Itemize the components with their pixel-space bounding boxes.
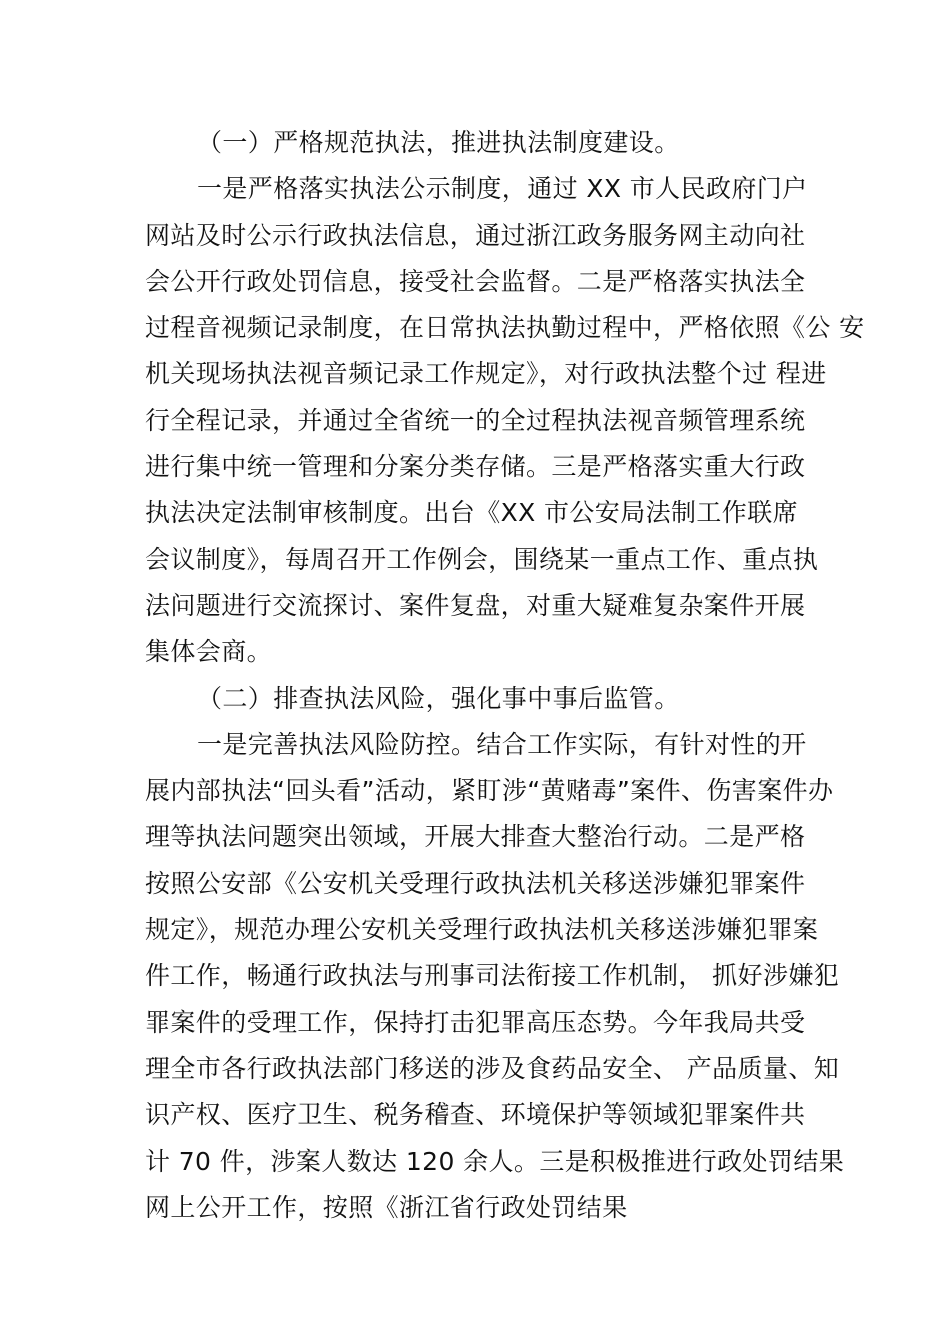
paragraph-line: 按照公安部《公安机关受理行政执法机关移送涉嫌犯罪案件 xyxy=(145,868,806,898)
paragraph-line: 件工作，畅通行政执法与刑事司法衔接工作机制， 抓好涉嫌犯 xyxy=(145,961,840,991)
paragraph-line: 识产权、医疗卫生、税务稽查、环境保护等领域犯罪案件共 xyxy=(145,1100,806,1130)
paragraph-line: 网站及时公示行政执法信息，通过浙江政务服务网主动向社 xyxy=(145,220,806,250)
paragraph-line: 计 70 件，涉案人数达 120 余人。三是积极推进行政处罚结果 xyxy=(145,1146,845,1176)
paragraph-line: 集体会商。 xyxy=(145,637,273,667)
paragraph-line: 机关现场执法视音频记录工作规定》，对行政执法整个过 程进 xyxy=(145,359,827,389)
paragraph-line: 理全市各行政执法部门移送的涉及食药品安全、 产品质量、知 xyxy=(145,1053,840,1083)
document-body xyxy=(145,120,865,1231)
section-heading-2: （二）排查执法风险，强化事中事后监管。 xyxy=(197,683,680,713)
paragraph-line: 一是严格落实执法公示制度，通过 XX 市人民政府门户 xyxy=(197,174,808,204)
paragraph-line: 会议制度》，每周召开工作例会，围绕某一重点工作、重点执 xyxy=(145,544,819,574)
paragraph-line: 理等执法问题突出领域，开展大排查大整治行动。二是严格 xyxy=(145,822,806,852)
paragraph-line: 规定》，规范办理公安机关受理行政执法机关移送涉嫌犯罪案 xyxy=(145,915,819,945)
paragraph-line: 一是完善执法风险防控。结合工作实际，有针对性的开 xyxy=(197,729,807,759)
paragraph-line: 网上公开工作，按照《浙江省行政处罚结果 xyxy=(145,1192,628,1222)
paragraph-line: 行全程记录，并通过全省统一的全过程执法视音频管理系统 xyxy=(145,405,806,435)
paragraph-line: 会公开行政处罚信息，接受社会监督。二是严格落实执法全 xyxy=(145,266,806,296)
paragraph-line: 过程音视频记录制度，在日常执法执勤过程中，严格依照《公 安 xyxy=(145,313,865,343)
paragraph-line: 进行集中统一管理和分案分类存储。三是严格落实重大行政 xyxy=(145,452,806,482)
section-heading-1: （一）严格规范执法，推进执法制度建设。 xyxy=(197,128,680,157)
paragraph-line: 执法决定法制审核制度。出台《XX 市公安局法制工作联席 xyxy=(145,498,799,528)
paragraph-line: 法问题进行交流探讨、案件复盘，对重大疑难复杂案件开展 xyxy=(145,590,806,620)
paragraph-line: 展内部执法“回头看”活动，紧盯涉“黄赌毒”案件、伤害案件办 xyxy=(145,776,834,806)
paragraph-line: 罪案件的受理工作，保持打击犯罪高压态势。今年我局共受 xyxy=(145,1007,806,1037)
